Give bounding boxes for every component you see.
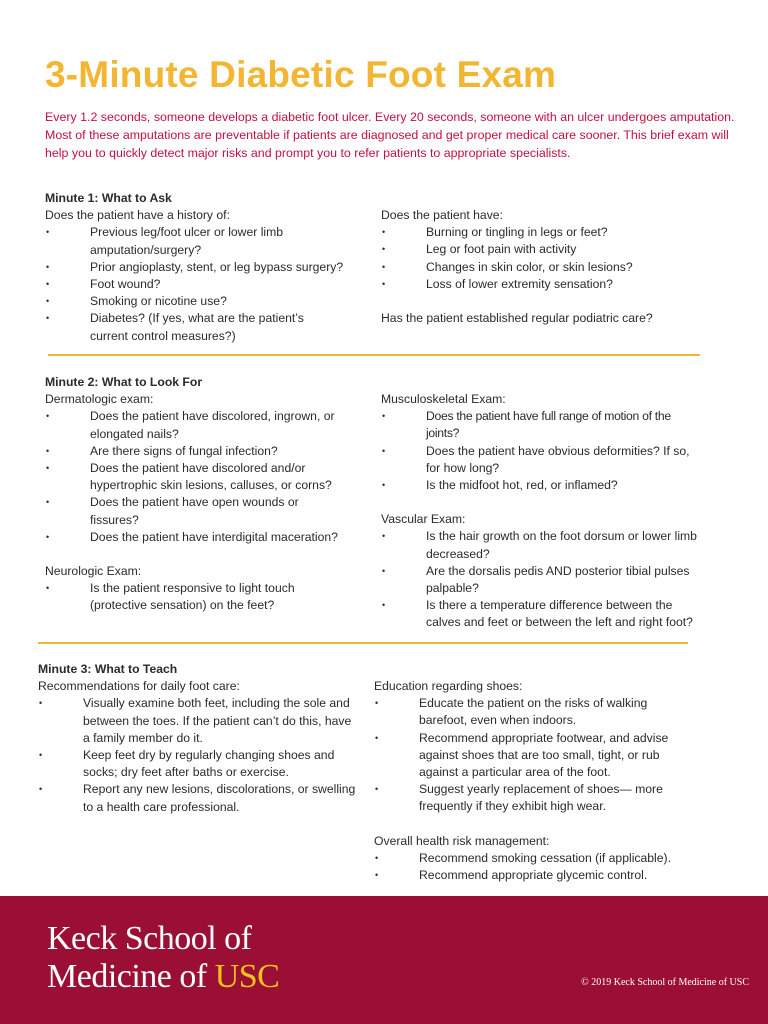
list-item: • Does the patient have discolored, ingrown, or elongated nails?	[45, 408, 345, 442]
list-item: • Educate the patient on the risks of walking barefoot, even when indoors.	[374, 695, 694, 729]
logo-line-1: Keck School of	[47, 920, 252, 957]
list-item: • Recommend appropriate footwear, and advise against shoes that are too small, tight, or rub against a particular area of the foot.	[374, 730, 694, 782]
neurologic-list	[45, 580, 345, 614]
history-lead: Does the patient have a history of:	[45, 208, 230, 223]
vascular-list	[381, 528, 701, 631]
minute2-left-column	[45, 374, 345, 615]
history-list	[45, 224, 345, 344]
musculoskeletal-list	[381, 408, 701, 494]
list-item: • Is there a temperature difference between the calves and feet or between the left and right foot?	[381, 597, 701, 631]
list-item: • Foot wound?	[45, 276, 345, 293]
list-item: • Does the patient have discolored and/or hypertrophic skin lesions, calluses, or corns?	[45, 460, 345, 494]
vascular-lead: Vascular Exam:	[381, 512, 466, 527]
dermatologic-lead: Dermatologic exam:	[45, 392, 154, 407]
list-item: • Smoking or nicotine use?	[45, 293, 345, 310]
list-item: • Does the patient have open wounds or fissures?	[45, 494, 345, 528]
minute3-heading: Minute 3: What to Teach	[38, 662, 178, 676]
list-item: • Report any new lesions, discolorations, or swelling to a health care professional.	[38, 781, 358, 815]
minute1-heading: Minute 1: What to Ask	[45, 191, 172, 205]
dermatologic-list	[45, 408, 345, 546]
footer-banner	[0, 896, 768, 1024]
list-item: • Recommend smoking cessation (if applicable).	[374, 850, 694, 867]
list-item: • Are the dorsalis pedis AND posterior tibial pulses palpable?	[381, 563, 701, 597]
daily-care-lead: Recommendations for daily foot care:	[38, 679, 240, 694]
list-item: • Leg or foot pain with activity	[381, 241, 681, 258]
logo-usc: USC	[214, 958, 280, 995]
list-item: • Recommend appropriate glycemic control.	[374, 867, 694, 884]
minute2-heading: Minute 2: What to Look For	[45, 375, 203, 389]
section-divider	[48, 354, 700, 356]
daily-care-list	[38, 695, 358, 815]
list-item: • Changes in skin color, or skin lesions?	[381, 259, 681, 276]
intro-paragraph: Every 1.2 seconds, someone develops a diabetic foot ulcer. Every 20 seconds, someone with an ulcer undergoes amputation. Most of these amputations are preventable if patients are diagnosed and get proper medical care sooner. This brief exam will help you to quickly detect major risks and prompt you to refer patients to appropriate specialists.	[45, 110, 735, 160]
keck-logo	[47, 920, 279, 996]
musculoskeletal-lead: Musculoskeletal Exam:	[381, 392, 506, 406]
page-title: 3-Minute Diabetic Foot Exam	[45, 54, 557, 95]
list-item: • Loss of lower extremity sensation?	[381, 276, 681, 293]
list-item: • Keep feet dry by regularly changing shoes and socks; dry feet after baths or exercise.	[38, 747, 358, 781]
copyright-notice: © 2019 Keck School of Medicine of USC	[581, 977, 749, 988]
shoes-list	[374, 695, 694, 815]
section-divider	[38, 642, 688, 644]
minute1-right-column	[381, 207, 681, 327]
minute3-right-column	[374, 678, 694, 884]
list-item: • Does the patient have interdigital maceration?	[45, 529, 345, 546]
list-item: • Suggest yearly replacement of shoes— more frequently if they exhibit high wear.	[374, 781, 694, 815]
list-item: • Are there signs of fungal infection?	[45, 443, 345, 460]
list-item: • Burning or tingling in legs or feet?	[381, 224, 681, 241]
logo-line-2-prefix: Medicine of	[47, 958, 215, 995]
list-item: • Does the patient have full range of motion of the joints?	[381, 408, 701, 442]
risk-list	[374, 850, 694, 884]
list-item: • Prior angioplasty, stent, or leg bypass surgery?	[45, 259, 345, 276]
logo-line-2	[47, 958, 279, 996]
shoes-lead: Education regarding shoes:	[374, 679, 523, 693]
risk-lead: Overall health risk management:	[374, 833, 550, 848]
minute1-left-column	[45, 190, 345, 345]
list-item: • Is the midfoot hot, red, or inflamed?	[381, 477, 701, 494]
podiatric-note: Has the patient established regular podiatric care?	[381, 311, 653, 326]
neurologic-lead: Neurologic Exam:	[45, 564, 142, 579]
list-item: • Previous leg/foot ulcer or lower limb amputation/surgery?	[45, 224, 345, 258]
list-item: • Diabetes? (If yes, what are the patient’s current control measures?)	[45, 310, 345, 344]
symptoms-lead: Does the patient have:	[381, 208, 503, 222]
list-item: • Is the hair growth on the foot dorsum or lower limb decreased?	[381, 528, 701, 562]
list-item: • Visually examine both feet, including the sole and between the toes. If the patient can’t do this, have a family member do it.	[38, 695, 358, 747]
list-item: • Does the patient have obvious deformities? If so, for how long?	[381, 443, 701, 477]
list-item: • Is the patient responsive to light touch (protective sensation) on the feet?	[45, 580, 345, 614]
minute2-right-column	[381, 391, 701, 632]
minute3-left-column	[38, 661, 358, 816]
symptoms-list	[381, 224, 681, 293]
